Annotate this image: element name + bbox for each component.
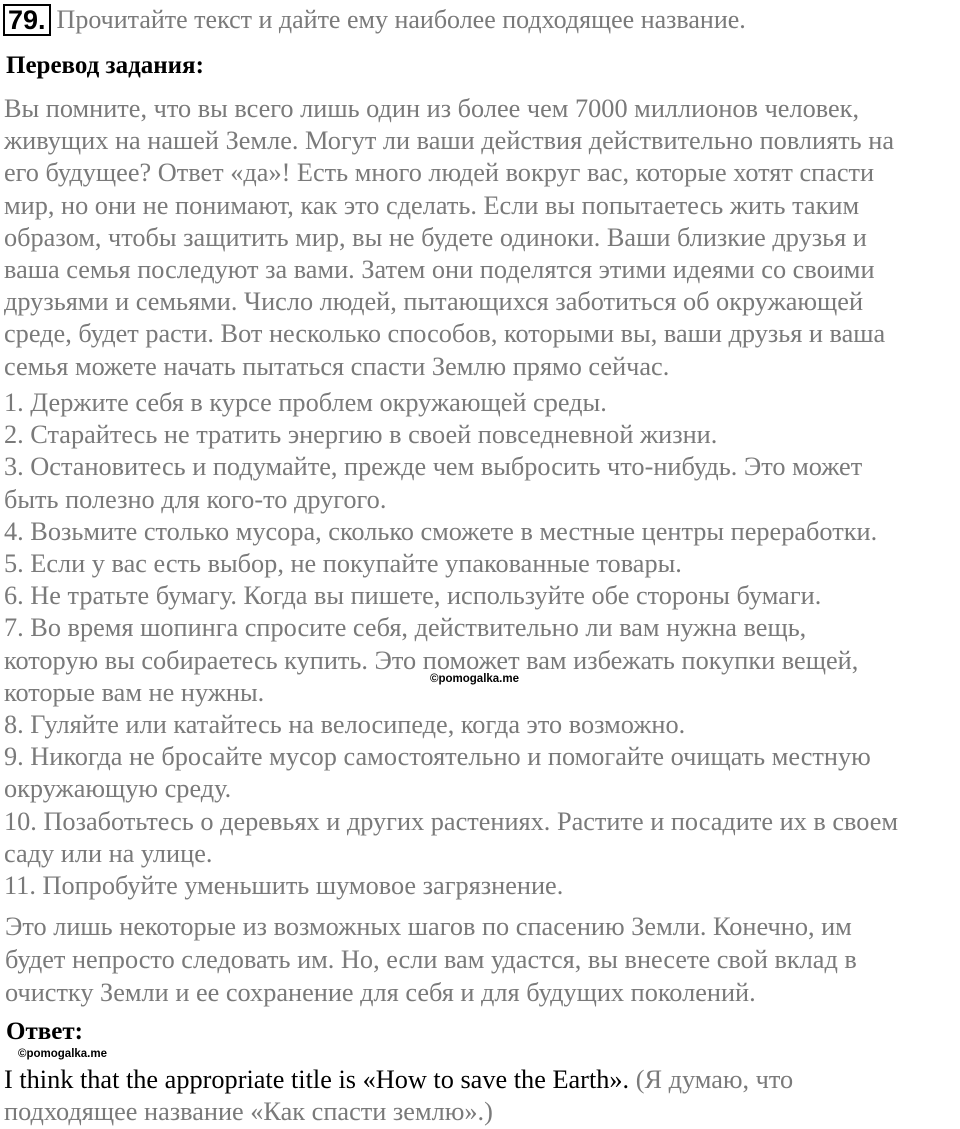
list-item: 11. Попробуйте уменьшить шумовое загрязнение.	[4, 871, 564, 901]
list-item: 7. Во время шопинга спросите себя, действительно ли вам нужна вещь,	[4, 613, 807, 643]
answer-english: I think that the appropriate title is «How to save the Earth».	[4, 1065, 630, 1094]
intro-line: мир, но они не понимают, как это сделать. Если вы попытаетесь жить таким	[4, 190, 860, 220]
answer-text	[4, 1064, 793, 1128]
list-item: 8. Гуляйте или катайтесь на велосипеде, когда это возможно.	[4, 710, 686, 740]
list-item-continuation: которую вы собираетесь купить. Это поможет вам избежать покупки вещей,	[4, 645, 859, 675]
list-item: 4. Возьмите столько мусора, сколько сможете в местные центры переработки.	[4, 516, 878, 546]
watermark: ©pomogalka.me	[430, 673, 519, 685]
list-item: 2. Старайтесь не тратить энергию в своей повседневной жизни.	[4, 420, 718, 450]
list-item-continuation: быть полезно для кого-то другого.	[4, 484, 387, 514]
intro-line: образом, чтобы защитить мир, вы не будете одиноки. Ваши близкие друзья и	[4, 222, 867, 252]
list-item-continuation: окружающую среду.	[4, 774, 232, 804]
intro-line: среде, будет расти. Вот несколько способов, которыми вы, ваши друзья и ваша	[4, 319, 886, 349]
task-instruction: Прочитайте текст и дайте ему наиболее подходящее название.	[56, 5, 746, 34]
intro-line: его будущее? Ответ «да»! Есть много людей вокруг вас, которые хотят спасти	[4, 158, 875, 188]
watermark: ©pomogalka.me	[18, 1048, 107, 1060]
answer-line-1	[4, 1064, 793, 1096]
intro-line: ваша семья последуют за вами. Затем они поделятся этими идеями со своими	[4, 255, 875, 285]
intro-line: живущих на нашей Земле. Могут ли ваши действия действительно повлиять на	[4, 126, 894, 156]
list-item-continuation: саду или на улице.	[4, 838, 213, 868]
list-item: 5. Если у вас есть выбор, не покупайте упакованные товары.	[4, 549, 682, 579]
intro-line: семья можете начать пытаться спасти Землю прямо сейчас.	[4, 351, 670, 381]
task-number: 79.	[3, 4, 51, 36]
task-header	[3, 3, 746, 37]
intro-line: друзьями и семьями. Число людей, пытающихся заботиться об окружающей	[4, 287, 864, 317]
steps-list	[4, 387, 960, 902]
list-item: 6. Не тратьте бумагу. Когда вы пишете, используйте обе стороны бумаги.	[4, 581, 822, 611]
closing-line: очистку Земли и ее сохранение для себя и для будущих поколений.	[5, 978, 756, 1007]
list-item: 10. Позаботьтесь о деревьях и других растениях. Растите и посадите их в своем	[4, 806, 899, 836]
list-item-continuation: которые вам не нужны.	[4, 677, 265, 707]
translation-heading: Перевод задания:	[6, 52, 204, 79]
list-item: 9. Никогда не бросайте мусор самостоятельно и помогайте очищать местную	[4, 742, 871, 772]
intro-paragraph	[4, 93, 960, 383]
closing-line: будет непросто следовать им. Но, если вам удастся, вы внесете свой вклад в	[5, 945, 857, 974]
intro-line: Вы помните, что вы всего лишь один из более чем 7000 миллионов человек,	[4, 94, 860, 123]
answer-russian-end: подходящее название «Как спасти землю».)	[4, 1097, 493, 1126]
closing-paragraph	[5, 910, 960, 1009]
closing-line: Это лишь некоторые из возможных шагов по спасению Земли. Конечно, им	[5, 912, 852, 941]
list-item: 3. Остановитесь и подумайте, прежде чем выбросить что-нибудь. Это может	[4, 452, 863, 482]
answer-heading: Ответ:	[6, 1018, 83, 1045]
answer-russian-start: (Я думаю, что	[635, 1065, 794, 1094]
list-item: 1. Держите себя в курсе проблем окружающей среды.	[4, 388, 607, 417]
